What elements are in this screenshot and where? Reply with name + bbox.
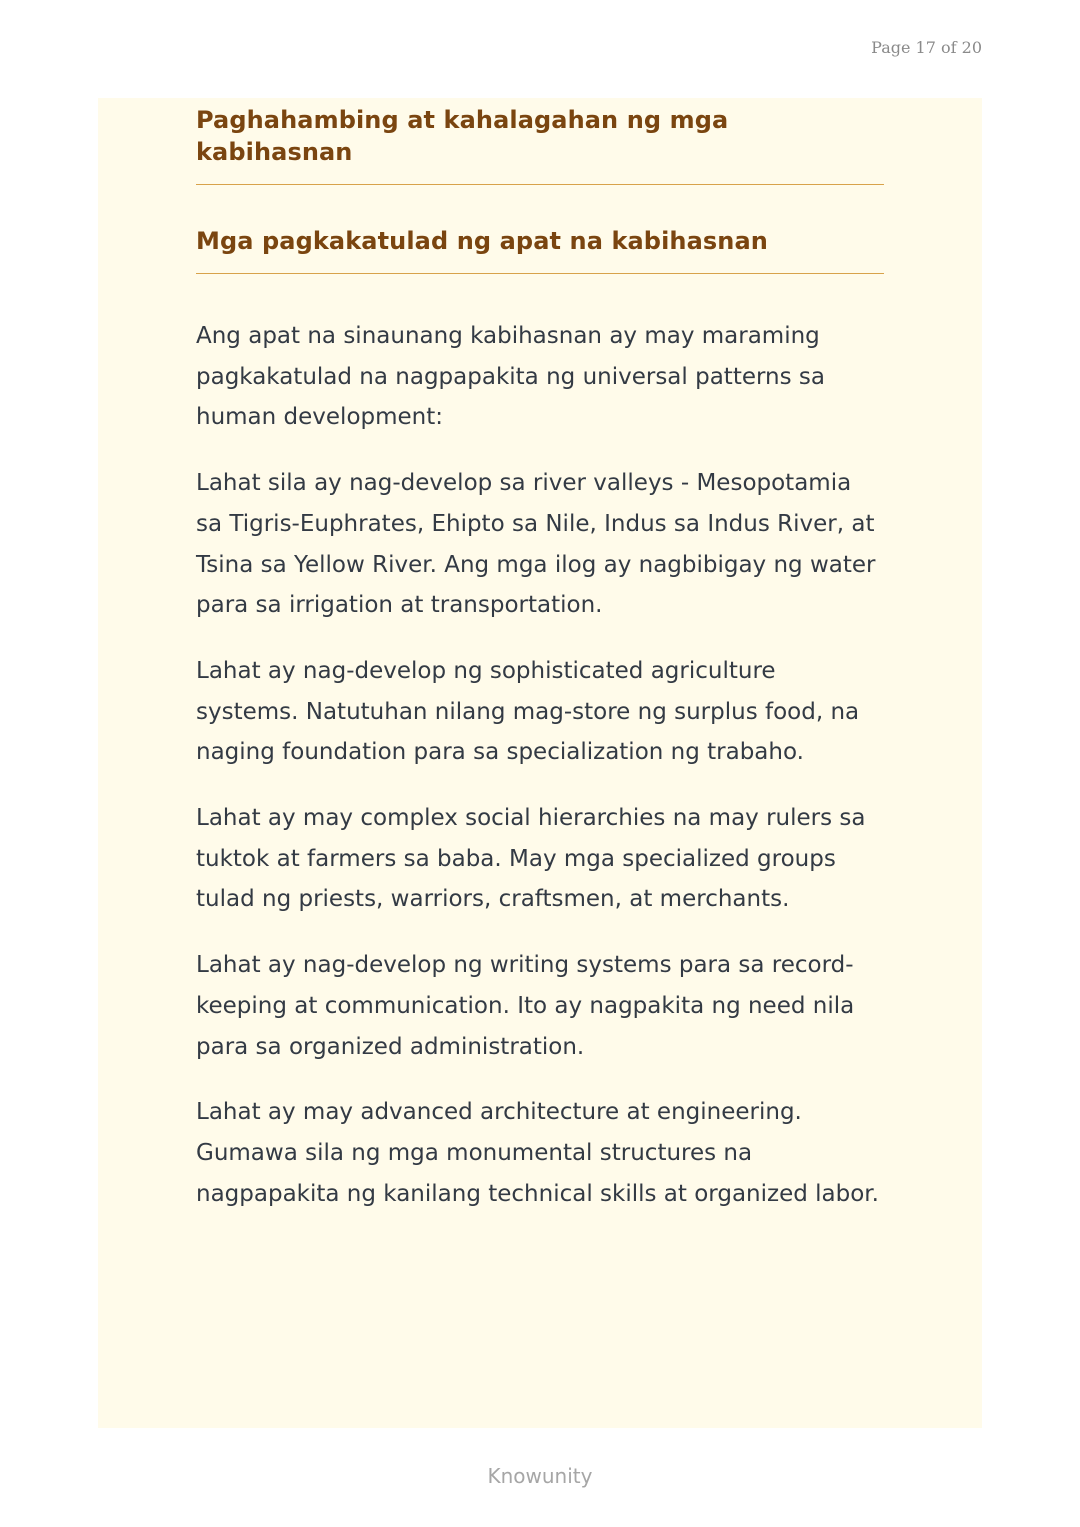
paragraph: Lahat ay may complex social hierarchies na may rulers sa tuktok at farmers sa baba. May mga specialized groups tulad ng priests, warriors, craftsmen, at merchants. (196, 805, 866, 913)
paragraph: Lahat ay nag-develop ng writing systems para sa record-keeping at communication. Ito ay nagpakita ng need nila para sa organized administration. (196, 952, 855, 1060)
paragraph: Lahat sila ay nag-develop sa river valleys - Mesopotamia sa Tigris-Euphrates, Ehipto sa Nile, Indus sa Indus River, at Tsina sa Yellow River. Ang mga ilog ay nagbibigay ng water para sa irrigation at transportation. (196, 470, 876, 619)
page-number: Page 17 of 20 (871, 38, 982, 57)
footer-brand: Knowunity (487, 1464, 593, 1488)
paragraph: Lahat ay may advanced architecture at engineering. Gumawa sila ng mga monumental structures na nagpapakita ng kanilang technical skills at organized labor. (196, 1099, 879, 1207)
section-title: Paghahambing at kahalagahan ng mga kabihasnan (196, 98, 884, 185)
body-text (196, 316, 884, 1214)
content-card (98, 98, 982, 1428)
section-subtitle: Mga pagkakatulad ng apat na kabihasnan (196, 225, 884, 274)
paragraph: Lahat ay nag-develop ng sophisticated agriculture systems. Natutuhan nilang mag-store ng surplus food, na naging foundation para sa specialization ng trabaho. (196, 657, 860, 766)
paragraph: Ang apat na sinaunang kabihasnan ay may maraming pagkakatulad na nagpapakita ng universal patterns sa human development: (196, 323, 825, 431)
